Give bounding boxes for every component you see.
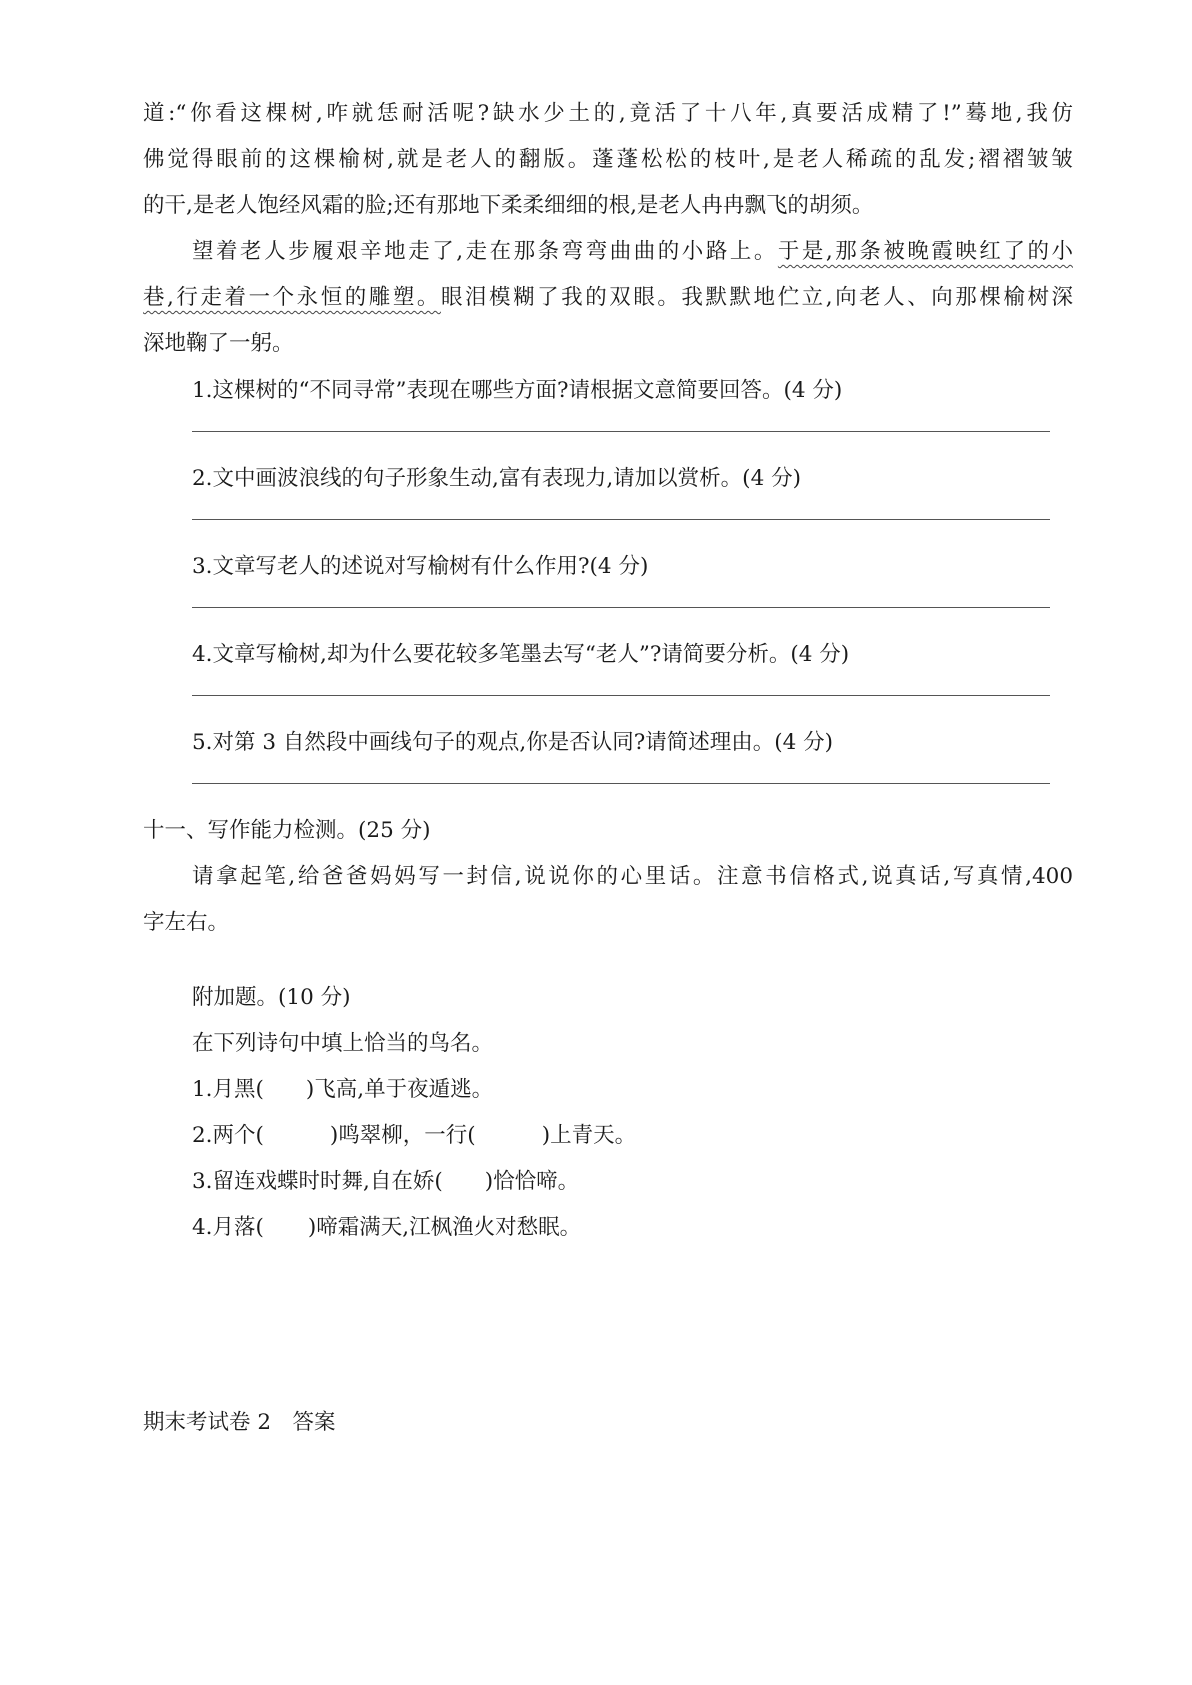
passage-p2-line1 (192, 237, 1073, 267)
answer-line-1[interactable] (192, 431, 1050, 432)
bonus-item-2-middle: )鸣翠柳，一行( (329, 1123, 476, 1148)
passage-p2-line1-plain: 望着老人步履艰辛地走了,走在那条弯弯曲曲的小路上。 (192, 239, 778, 264)
wavy-underlined-sentence-part2: 巷,行走着一个永恒的雕塑。 (143, 285, 441, 310)
bonus-item-3 (192, 1167, 579, 1197)
answer-section-title: 期末考试卷 2 答案 (143, 1410, 336, 1435)
passage-p2-line2 (143, 283, 1073, 313)
bonus-item-4 (192, 1213, 581, 1243)
writing-prompt-line2: 字左右。 (143, 910, 230, 935)
bonus-item-4-before: 4.月落( (192, 1215, 264, 1240)
bonus-item-1-after: )飞高,单于夜遁逃。 (305, 1077, 494, 1102)
question-5: 5.对第 3 自然段中画线句子的观点,你是否认同?请简述理由。(4 分) (192, 730, 834, 755)
bonus-title: 附加题。(10 分) (192, 985, 351, 1010)
answer-line-3[interactable] (192, 607, 1050, 608)
bonus-item-4-after: )啼霜满天,江枫渔火对愁眠。 (307, 1215, 582, 1240)
writing-prompt-line1: 请拿起笔,给爸爸妈妈写一封信,说说你的心里话。注意书信格式,说真话,写真情,400 (192, 864, 1073, 889)
bonus-item-3-after: )恰恰啼。 (484, 1169, 580, 1194)
passage-p1-line3: 的干,是老人饱经风霜的脸;还有那地下柔柔细细的根,是老人冉冉飘飞的胡须。 (143, 193, 874, 218)
passage-p2-line2-plain: 眼泪模糊了我的双眼。我默默地伫立,向老人、向那棵榆树深 (440, 285, 1073, 310)
passage-p2-line3: 深地鞠了一躬。 (143, 331, 294, 356)
bonus-item-2-after: )上青天。 (541, 1123, 637, 1148)
writing-section-title: 十一、写作能力检测。(25 分) (143, 818, 431, 843)
bonus-item-2-before: 2.两个( (192, 1123, 264, 1148)
question-2: 2.文中画波浪线的句子形象生动,富有表现力,请加以赏析。(4 分) (192, 466, 801, 491)
answer-line-5[interactable] (192, 783, 1050, 784)
question-3: 3.文章写老人的述说对写榆树有什么作用?(4 分) (192, 554, 649, 579)
question-4: 4.文章写榆树,却为什么要花较多笔墨去写“老人”?请简要分析。(4 分) (192, 642, 850, 667)
wavy-underlined-sentence-part1: 于是,那条被晚霞映红了的小 (777, 239, 1073, 264)
passage-p1-line1: 道:“你看这棵树,咋就恁耐活呢?缺水少土的,竟活了十八年,真要活成精了!”蓦地,我仿 (143, 101, 1073, 126)
bonus-item-2 (192, 1121, 636, 1151)
bonus-item-1-before: 1.月黑( (192, 1077, 264, 1102)
answer-line-4[interactable] (192, 695, 1050, 696)
bonus-instruction: 在下列诗句中填上恰当的鸟名。 (192, 1031, 494, 1056)
passage-p1-line2: 佛觉得眼前的这棵榆树,就是老人的翻版。蓬蓬松松的枝叶,是老人稀疏的乱发;褶褶皱皱 (143, 147, 1073, 172)
question-1: 1.这棵树的“不同寻常”表现在哪些方面?请根据文意简要回答。(4 分) (192, 378, 843, 403)
bonus-item-1 (192, 1075, 493, 1105)
answer-line-2[interactable] (192, 519, 1050, 520)
bonus-item-3-before: 3.留连戏蝶时时舞,自在娇( (192, 1169, 443, 1194)
